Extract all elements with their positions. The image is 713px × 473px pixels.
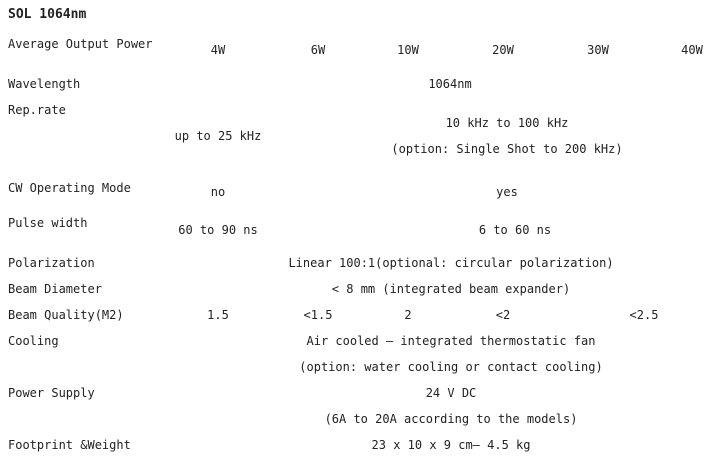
power-value-10w: 10W: [397, 43, 419, 57]
beam-quality-value-5: <2.5: [629, 308, 659, 322]
power-value-30w: 30W: [587, 43, 609, 57]
beam-diameter-value: < 8 mm (integrated beam expander): [331, 282, 571, 296]
beam-diameter-label: Beam Diameter: [8, 282, 102, 296]
beam-quality-label: Beam Quality(M2): [8, 308, 124, 322]
power-value-40w: 40W: [681, 43, 703, 57]
power-supply-label: Power Supply: [8, 386, 95, 400]
beam-quality-value-3: 2: [404, 308, 412, 322]
rep-rate-high-note: (option: Single Shot to 200 kHz): [391, 142, 623, 156]
cw-mode-label: CW Operating Mode: [8, 181, 131, 195]
beam-quality-value-4: <2: [495, 308, 511, 322]
power-label: Average Output Power: [8, 37, 153, 51]
power-supply-note: (6A to 20A according to the models): [324, 412, 578, 426]
beam-quality-value-1: 1.5: [207, 308, 229, 322]
cooling-label: Cooling: [8, 334, 59, 348]
rep-rate-high: 10 kHz to 100 kHz: [445, 116, 569, 130]
beam-quality-value-2: <1.5: [303, 308, 333, 322]
polarization-label: Polarization: [8, 256, 95, 270]
wavelength-value: 1064nm: [428, 77, 472, 91]
cw-mode-high: yes: [496, 185, 518, 199]
footprint-value: 23 x 10 x 9 cm— 4.5 kg: [371, 438, 531, 452]
cooling-note: (option: water cooling or contact cooling): [299, 360, 603, 374]
power-value-20w: 20W: [492, 43, 514, 57]
polarization-value: Linear 100:1(optional: circular polarization): [288, 256, 614, 270]
power-supply-value: 24 V DC: [425, 386, 477, 400]
product-title: SOL 1064nm: [8, 7, 87, 22]
cooling-value: Air cooled — integrated thermostatic fan: [306, 334, 596, 348]
pulse-width-label: Pulse width: [8, 216, 88, 230]
cw-mode-low: no: [210, 185, 226, 199]
rep-rate-low: up to 25 kHz: [174, 129, 262, 143]
power-value-4w: 4W: [210, 43, 226, 57]
power-value-6w: 6W: [310, 43, 326, 57]
rep-rate-label: Rep.rate: [8, 103, 66, 117]
pulse-width-high: 6 to 60 ns: [478, 223, 552, 237]
pulse-width-low: 60 to 90 ns: [178, 223, 258, 237]
footprint-label: Footprint &Weight: [8, 438, 131, 452]
wavelength-label: Wavelength: [8, 77, 81, 91]
